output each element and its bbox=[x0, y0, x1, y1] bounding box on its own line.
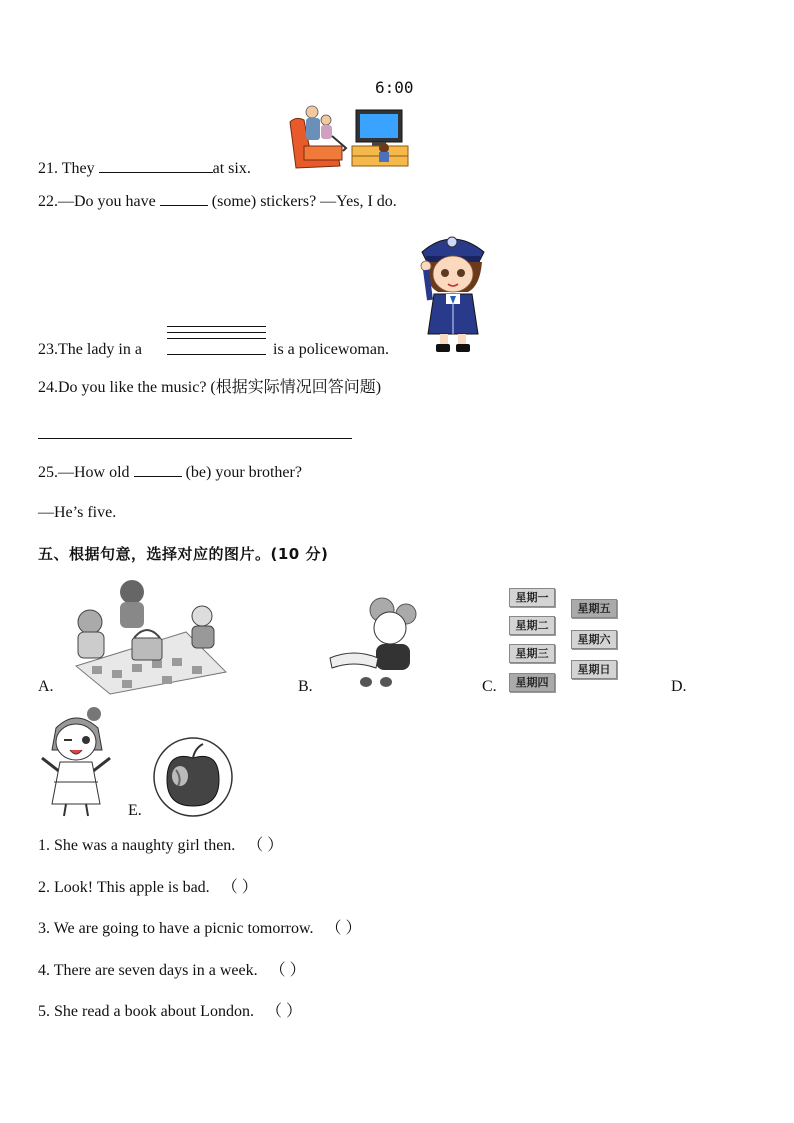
option-a-label: A. bbox=[38, 678, 54, 695]
reading-girl-image bbox=[326, 596, 420, 690]
sentence-2-answer-paren[interactable]: （ ） bbox=[221, 879, 258, 896]
section-5-heading: 五、根据句意，选择对应的图片。(10 分) bbox=[38, 545, 329, 563]
q21-answer-blank[interactable] bbox=[99, 158, 213, 173]
weekday-wed: 星期三 bbox=[509, 644, 555, 663]
q23-writing-line-4[interactable] bbox=[167, 354, 266, 355]
weekday-sun: 星期日 bbox=[571, 660, 617, 679]
option-e-label: E. bbox=[128, 802, 142, 819]
sentence-3-answer-paren[interactable]: （ ） bbox=[325, 920, 362, 937]
sentence-4-text: 4. There are seven days in a week. bbox=[38, 962, 258, 979]
q23-text-after: is a policewoman. bbox=[273, 341, 389, 358]
weekday-mon: 星期一 bbox=[509, 588, 555, 607]
q25-text-after: (be) your brother? bbox=[185, 464, 302, 481]
tv-family-image bbox=[286, 76, 416, 172]
bad-apple-image bbox=[152, 736, 234, 818]
picnic-image bbox=[62, 574, 228, 696]
q21-text-before: 21. They bbox=[38, 160, 95, 177]
question-25 bbox=[38, 462, 302, 483]
sentence-2-text: 2. Look! This apple is bad. bbox=[38, 879, 210, 896]
sentence-4 bbox=[38, 961, 306, 981]
question-23 bbox=[38, 340, 142, 360]
weekday-sat: 星期六 bbox=[571, 630, 617, 649]
q23-text-before: 23.The lady in a bbox=[38, 341, 142, 358]
weekday-thu: 星期四 bbox=[509, 673, 555, 692]
sentence-5-answer-paren[interactable]: （ ） bbox=[265, 1003, 302, 1020]
girl-reading-icon bbox=[326, 596, 420, 690]
question-21 bbox=[38, 158, 251, 179]
policewoman-icon bbox=[414, 226, 490, 356]
option-c-label: C. bbox=[482, 678, 497, 695]
q23-writing-line-1 bbox=[167, 326, 266, 327]
picnic-icon bbox=[62, 574, 228, 696]
q25-answer: —He’s five. bbox=[38, 504, 117, 521]
q25-answer-blank[interactable] bbox=[134, 462, 182, 477]
q21-text-after: at six. bbox=[212, 160, 251, 177]
sentence-2 bbox=[38, 878, 258, 898]
option-b-label: B. bbox=[298, 678, 313, 695]
clock-time: 6:00 bbox=[375, 78, 414, 97]
sentence-3-text: 3. We are going to have a picnic tomorrow. bbox=[38, 920, 314, 937]
rotten-apple-icon bbox=[152, 736, 234, 818]
q22-answer-blank[interactable] bbox=[160, 191, 208, 206]
naughty-girl-icon bbox=[38, 706, 114, 818]
sentence-5-text: 5. She read a book about London. bbox=[38, 1003, 254, 1020]
q22-text-after: (some) stickers? —Yes, I do. bbox=[211, 193, 397, 210]
q23-writing-line-2 bbox=[167, 332, 266, 333]
q24-answer-line[interactable] bbox=[38, 438, 352, 439]
policewoman-image bbox=[414, 226, 490, 356]
q23-writing-line-3 bbox=[167, 338, 266, 339]
sentence-1 bbox=[38, 836, 283, 856]
weekday-tue: 星期二 bbox=[509, 616, 555, 635]
q25-text-before: 25.—How old bbox=[38, 464, 130, 481]
sentence-1-text: 1. She was a naughty girl then. bbox=[38, 837, 236, 854]
q22-text-before: 22.—Do you have bbox=[38, 193, 156, 210]
sentence-4-answer-paren[interactable]: （ ） bbox=[269, 962, 306, 979]
question-24: 24.Do you like the music? (根据实际情况回答问题) bbox=[38, 379, 382, 396]
sentence-3 bbox=[38, 919, 362, 939]
sentence-1-answer-paren[interactable]: （ ） bbox=[247, 837, 284, 854]
weekday-fri: 星期五 bbox=[571, 599, 617, 618]
question-22 bbox=[38, 191, 397, 212]
sentence-5 bbox=[38, 1002, 302, 1022]
option-d-label: D. bbox=[671, 678, 687, 695]
naughty-girl-image bbox=[38, 706, 114, 818]
